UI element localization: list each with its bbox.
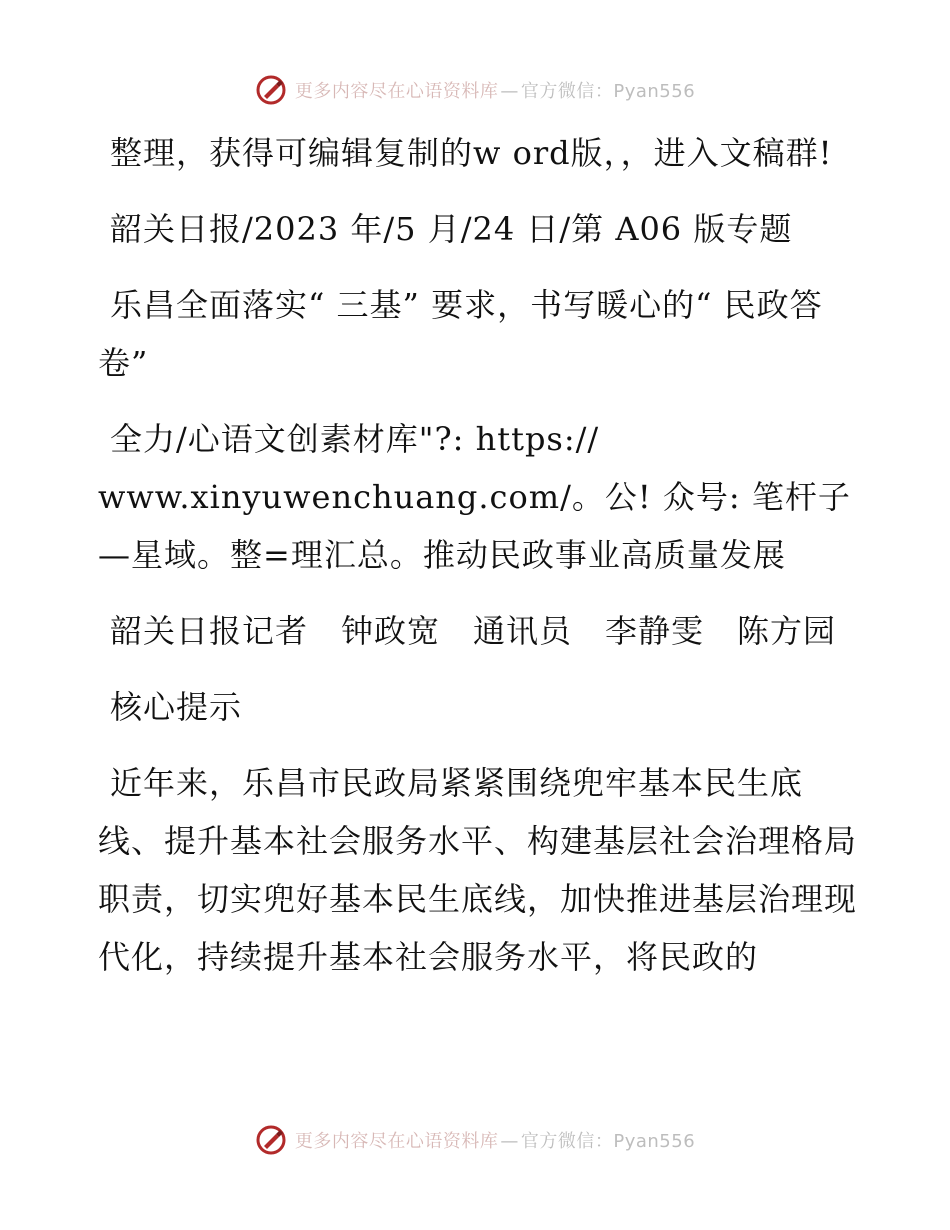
banner-wechat-text: 官方微信：Pyan556 xyxy=(520,81,696,102)
paragraph-section-title: 核心提示 xyxy=(110,688,243,726)
banner-separator: — xyxy=(500,1131,519,1152)
pen-circle-logo-icon xyxy=(255,1124,287,1156)
footer-banner xyxy=(0,1120,950,1160)
banner-brand-text: 更多内容尽在心语资料库 xyxy=(294,81,499,102)
banner-brand-text: 更多内容尽在心语资料库 xyxy=(294,1131,499,1152)
paragraph-byline: 韶关日报记者 钟政宽 通讯员 李静雯 陈方园 xyxy=(110,612,837,650)
paragraph-source-line: 韶关日报/2023 年/5 月/24 日/第 A06 版专题 xyxy=(110,210,793,248)
paragraph-headline: 乐昌全面落实“ 三基” 要求，书写暖心的“ 民政答卷” xyxy=(98,286,823,382)
banner-text xyxy=(295,77,695,103)
document-body xyxy=(98,124,868,1004)
banner-separator: — xyxy=(500,81,519,102)
banner-text xyxy=(295,1127,695,1153)
paragraph-intro: 整理，获得可编辑复制的w ord版，，进入文稿群! xyxy=(110,134,833,172)
paragraph-body: 近年来，乐昌市民政局紧紧围绕兜牢基本民生底线、提升基本社会服务水平、构建基层社会治理格局职责，切实兜好基本民生底线，加快推进基层治理现代化，持续提升基本社会服务水平，将民政的 xyxy=(98,764,858,976)
pen-circle-logo-icon xyxy=(255,74,287,106)
paragraph-subheadline: 全力/心语文创素材库"?: https:// www.xinyuwenchuang.com/。公! 众号: 笔杆子—星域。整=理汇总。推动民政事业高质量发展 xyxy=(98,420,851,574)
header-banner xyxy=(0,70,950,110)
banner-wechat-text: 官方微信：Pyan556 xyxy=(520,1131,696,1152)
